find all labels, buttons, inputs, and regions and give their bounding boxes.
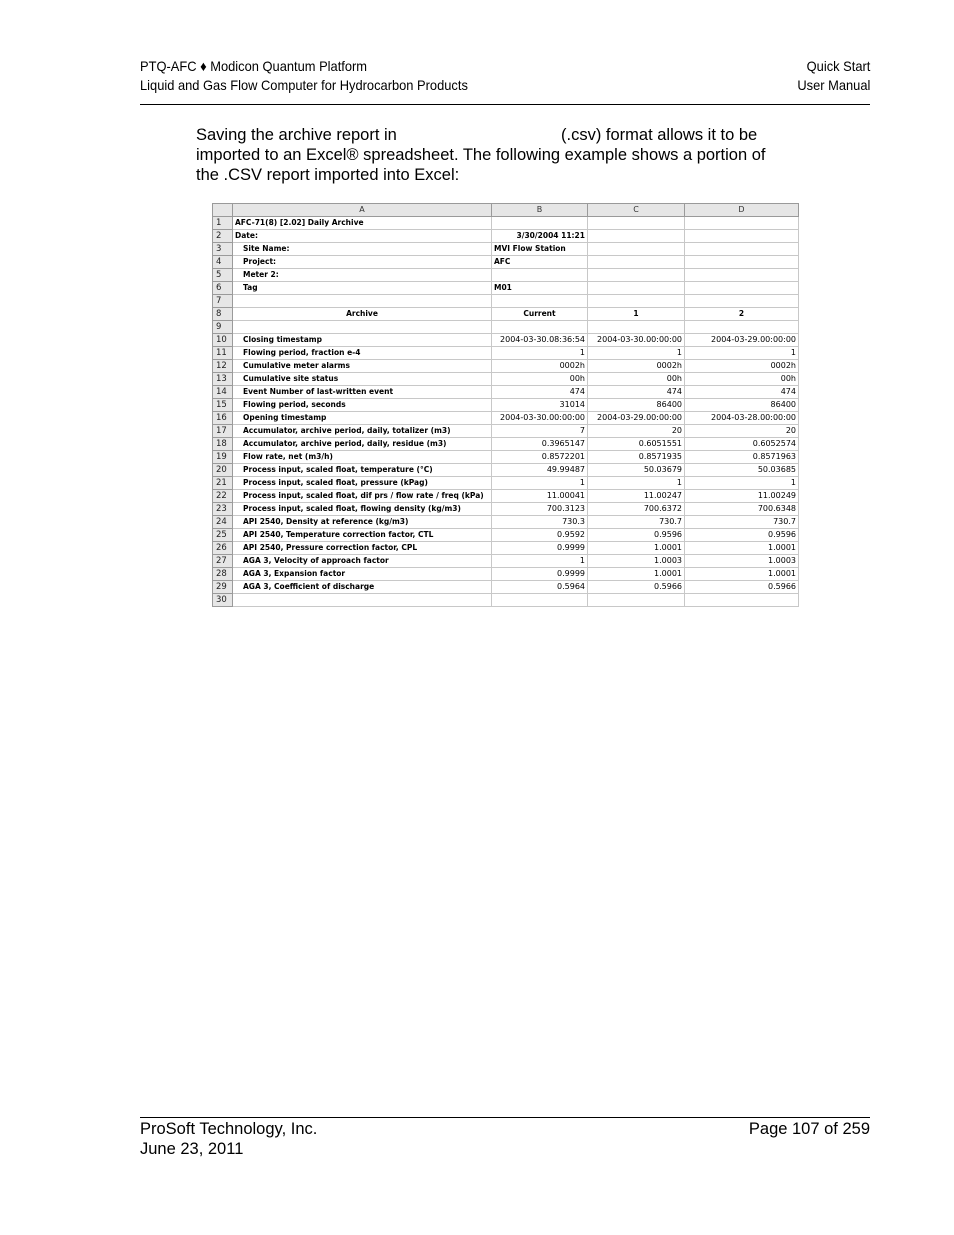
cell-a: Opening timestamp bbox=[233, 412, 492, 425]
cell-b: 1 bbox=[492, 347, 588, 360]
row-number-cell: 2 bbox=[213, 230, 233, 243]
cell-a: Closing timestamp bbox=[233, 334, 492, 347]
cell-c bbox=[588, 295, 685, 308]
header-right bbox=[797, 57, 870, 95]
row-number-cell: 17 bbox=[213, 425, 233, 438]
cell-a bbox=[233, 295, 492, 308]
cell-d: 50.03685 bbox=[685, 464, 799, 477]
cell-d: 2004-03-28.00:00:00 bbox=[685, 412, 799, 425]
intro-line1-start: Saving the archive report in bbox=[196, 126, 397, 144]
row-number-cell: 22 bbox=[213, 490, 233, 503]
cell-b: 1 bbox=[492, 555, 588, 568]
cell-c: 1.0003 bbox=[588, 555, 685, 568]
cell-c: 1.0001 bbox=[588, 568, 685, 581]
cell-d: 0.9596 bbox=[685, 529, 799, 542]
table-row bbox=[213, 581, 799, 594]
cell-d: 700.6348 bbox=[685, 503, 799, 516]
cell-c bbox=[588, 594, 685, 607]
cell-a: AFC-71(8) [2.02] Daily Archive bbox=[233, 217, 492, 230]
cell-b: M01 bbox=[492, 282, 588, 295]
column-header-a: A bbox=[233, 204, 492, 217]
row-number-cell: 21 bbox=[213, 477, 233, 490]
table-row bbox=[213, 516, 799, 529]
excel-screenshot bbox=[212, 203, 798, 607]
cell-b: 0.9592 bbox=[492, 529, 588, 542]
table-row bbox=[213, 334, 799, 347]
cell-a: Flowing period, fraction e-4 bbox=[233, 347, 492, 360]
table-row bbox=[213, 490, 799, 503]
table-row bbox=[213, 360, 799, 373]
cell-a: AGA 3, Coefficient of discharge bbox=[233, 581, 492, 594]
table-row bbox=[213, 399, 799, 412]
cell-b: 2004-03-30.08:36:54 bbox=[492, 334, 588, 347]
cell-d: 86400 bbox=[685, 399, 799, 412]
row-number-cell: 10 bbox=[213, 334, 233, 347]
row-number-cell: 24 bbox=[213, 516, 233, 529]
header-product-subtitle: Liquid and Gas Flow Computer for Hydrocarbon Products bbox=[140, 77, 468, 93]
cell-c: 00h bbox=[588, 373, 685, 386]
cell-d bbox=[685, 282, 799, 295]
cell-a: AGA 3, Velocity of approach factor bbox=[233, 555, 492, 568]
row-number-cell: 30 bbox=[213, 594, 233, 607]
cell-c bbox=[588, 243, 685, 256]
table-row bbox=[213, 256, 799, 269]
row-number-cell: 26 bbox=[213, 542, 233, 555]
row-number-cell: 3 bbox=[213, 243, 233, 256]
cell-d: 00h bbox=[685, 373, 799, 386]
cell-c: 1 bbox=[588, 347, 685, 360]
table-row bbox=[213, 308, 799, 321]
cell-c: 0.8571935 bbox=[588, 451, 685, 464]
cell-b: 0.3965147 bbox=[492, 438, 588, 451]
cell-d bbox=[685, 217, 799, 230]
cell-d: 0.6052574 bbox=[685, 438, 799, 451]
table-row bbox=[213, 412, 799, 425]
footer-divider bbox=[140, 1117, 870, 1118]
table-row bbox=[213, 282, 799, 295]
cell-d: 0.5966 bbox=[685, 581, 799, 594]
cell-a: Site Name: bbox=[233, 243, 492, 256]
intro-line3: the .CSV report imported into Excel: bbox=[196, 166, 460, 184]
header-product-title: PTQ-AFC ♦ Modicon Quantum Platform bbox=[140, 58, 368, 74]
table-row bbox=[213, 503, 799, 516]
cell-a: Event Number of last-written event bbox=[233, 386, 492, 399]
row-number-cell: 9 bbox=[213, 321, 233, 334]
cell-d bbox=[685, 256, 799, 269]
cell-d: 1 bbox=[685, 347, 799, 360]
cell-d bbox=[685, 230, 799, 243]
cell-c: 1 bbox=[588, 477, 685, 490]
cell-b: 0.9999 bbox=[492, 568, 588, 581]
table-row bbox=[213, 230, 799, 243]
cell-a: API 2540, Pressure correction factor, CPL bbox=[233, 542, 492, 555]
table-row bbox=[213, 321, 799, 334]
table-row bbox=[213, 425, 799, 438]
cell-b: 49.99487 bbox=[492, 464, 588, 477]
cell-a bbox=[233, 594, 492, 607]
cell-c: 86400 bbox=[588, 399, 685, 412]
cell-a: API 2540, Density at reference (kg/m3) bbox=[233, 516, 492, 529]
cell-a bbox=[233, 321, 492, 334]
row-number-cell: 15 bbox=[213, 399, 233, 412]
cell-d: 2 bbox=[685, 308, 799, 321]
cell-a: Accumulator, archive period, daily, totalizer (m3) bbox=[233, 425, 492, 438]
cell-a: Process input, scaled float, dif prs / flow rate / freq (kPa) bbox=[233, 490, 492, 503]
cell-b bbox=[492, 269, 588, 282]
cell-c bbox=[588, 282, 685, 295]
cell-c: 2004-03-29.00:00:00 bbox=[588, 412, 685, 425]
header-divider bbox=[140, 104, 870, 105]
cell-c bbox=[588, 269, 685, 282]
cell-b bbox=[492, 295, 588, 308]
table-row bbox=[213, 373, 799, 386]
row-number-cell: 28 bbox=[213, 568, 233, 581]
row-number-cell: 13 bbox=[213, 373, 233, 386]
cell-a: Process input, scaled float, pressure (kPag) bbox=[233, 477, 492, 490]
cell-b: 700.3123 bbox=[492, 503, 588, 516]
cell-a: Process input, scaled float, temperature (°C) bbox=[233, 464, 492, 477]
row-number-cell: 20 bbox=[213, 464, 233, 477]
column-header-d: D bbox=[685, 204, 799, 217]
cell-b: 1 bbox=[492, 477, 588, 490]
cell-c: 50.03679 bbox=[588, 464, 685, 477]
cell-c: 20 bbox=[588, 425, 685, 438]
cell-d: 1 bbox=[685, 477, 799, 490]
table-row bbox=[213, 438, 799, 451]
cell-b: 0002h bbox=[492, 360, 588, 373]
row-number-cell: 1 bbox=[213, 217, 233, 230]
cell-d bbox=[685, 594, 799, 607]
row-number-cell: 5 bbox=[213, 269, 233, 282]
cell-b: 2004-03-30.00:00:00 bbox=[492, 412, 588, 425]
cell-b: 00h bbox=[492, 373, 588, 386]
table-row bbox=[213, 555, 799, 568]
cell-b bbox=[492, 321, 588, 334]
cell-a: Project: bbox=[233, 256, 492, 269]
cell-b: 730.3 bbox=[492, 516, 588, 529]
cell-a: Process input, scaled float, flowing density (kg/m3) bbox=[233, 503, 492, 516]
cell-a: Accumulator, archive period, daily, residue (m3) bbox=[233, 438, 492, 451]
cell-c: 1.0001 bbox=[588, 542, 685, 555]
cell-c bbox=[588, 256, 685, 269]
row-number-cell: 29 bbox=[213, 581, 233, 594]
column-header-b: B bbox=[492, 204, 588, 217]
table-row bbox=[213, 347, 799, 360]
table-row bbox=[213, 386, 799, 399]
cell-a: Archive bbox=[233, 308, 492, 321]
table-row bbox=[213, 529, 799, 542]
cell-d: 1.0001 bbox=[685, 542, 799, 555]
corner-cell bbox=[213, 204, 233, 217]
cell-a: API 2540, Temperature correction factor, CTL bbox=[233, 529, 492, 542]
cell-b: 11.00041 bbox=[492, 490, 588, 503]
cell-b: 31014 bbox=[492, 399, 588, 412]
table-row bbox=[213, 594, 799, 607]
row-number-cell: 11 bbox=[213, 347, 233, 360]
cell-a: Tag bbox=[233, 282, 492, 295]
footer-right bbox=[749, 1120, 870, 1140]
cell-c: 0.5966 bbox=[588, 581, 685, 594]
header-section-title: Quick Start bbox=[806, 58, 870, 74]
row-number-cell: 7 bbox=[213, 295, 233, 308]
cell-d bbox=[685, 321, 799, 334]
cell-b: 7 bbox=[492, 425, 588, 438]
cell-c: 0.6051551 bbox=[588, 438, 685, 451]
cell-c: 0.9596 bbox=[588, 529, 685, 542]
table-row bbox=[213, 217, 799, 230]
footer-date: June 23, 2011 bbox=[140, 1139, 244, 1158]
row-number-cell: 25 bbox=[213, 529, 233, 542]
cell-c: 0002h bbox=[588, 360, 685, 373]
footer-page-number: Page 107 of 259 bbox=[748, 1120, 870, 1138]
table-row bbox=[213, 269, 799, 282]
table-row bbox=[213, 295, 799, 308]
cell-c: 2004-03-30.00:00:00 bbox=[588, 334, 685, 347]
cell-c bbox=[588, 217, 685, 230]
column-header-c: C bbox=[588, 204, 685, 217]
row-number-cell: 18 bbox=[213, 438, 233, 451]
row-number-cell: 12 bbox=[213, 360, 233, 373]
cell-b: 0.9999 bbox=[492, 542, 588, 555]
cell-d: 11.00249 bbox=[685, 490, 799, 503]
column-header-row bbox=[213, 204, 799, 217]
cell-a: Cumulative site status bbox=[233, 373, 492, 386]
table-row bbox=[213, 243, 799, 256]
cell-d bbox=[685, 243, 799, 256]
cell-a: Meter 2: bbox=[233, 269, 492, 282]
cell-b: MVI Flow Station bbox=[492, 243, 588, 256]
row-number-cell: 4 bbox=[213, 256, 233, 269]
cell-d: 2004-03-29.00:00:00 bbox=[685, 334, 799, 347]
cell-a: Flowing period, seconds bbox=[233, 399, 492, 412]
cell-b: Current bbox=[492, 308, 588, 321]
header-manual-name: User Manual bbox=[796, 77, 870, 93]
cell-a: AGA 3, Expansion factor bbox=[233, 568, 492, 581]
footer-company: ProSoft Technology, Inc. bbox=[140, 1120, 318, 1138]
cell-b: 474 bbox=[492, 386, 588, 399]
cell-b bbox=[492, 594, 588, 607]
cell-a: Cumulative meter alarms bbox=[233, 360, 492, 373]
cell-c: 730.7 bbox=[588, 516, 685, 529]
cell-c bbox=[588, 230, 685, 243]
cell-a: Date: bbox=[233, 230, 492, 243]
cell-c: 1 bbox=[588, 308, 685, 321]
intro-line1-end: (.csv) format allows it to be bbox=[561, 126, 758, 144]
cell-d: 0.8571963 bbox=[685, 451, 799, 464]
cell-a: Flow rate, net (m3/h) bbox=[233, 451, 492, 464]
cell-c: 11.00247 bbox=[588, 490, 685, 503]
row-number-cell: 14 bbox=[213, 386, 233, 399]
row-number-cell: 23 bbox=[213, 503, 233, 516]
row-number-cell: 8 bbox=[213, 308, 233, 321]
row-number-cell: 6 bbox=[213, 282, 233, 295]
footer-left bbox=[140, 1120, 317, 1159]
cell-b: 3/30/2004 11:21 bbox=[492, 230, 588, 243]
cell-d: 1.0001 bbox=[685, 568, 799, 581]
cell-d: 0002h bbox=[685, 360, 799, 373]
cell-c: 700.6372 bbox=[588, 503, 685, 516]
cell-b: 0.5964 bbox=[492, 581, 588, 594]
row-number-cell: 19 bbox=[213, 451, 233, 464]
spreadsheet-table bbox=[212, 203, 799, 607]
header-left bbox=[140, 57, 468, 95]
cell-d: 730.7 bbox=[685, 516, 799, 529]
row-number-cell: 16 bbox=[213, 412, 233, 425]
cell-b: 0.8572201 bbox=[492, 451, 588, 464]
cell-b bbox=[492, 217, 588, 230]
cell-d: 1.0003 bbox=[685, 555, 799, 568]
cell-d bbox=[685, 269, 799, 282]
cell-b: AFC bbox=[492, 256, 588, 269]
table-row bbox=[213, 451, 799, 464]
table-row bbox=[213, 464, 799, 477]
cell-d: 474 bbox=[685, 386, 799, 399]
spreadsheet-body bbox=[213, 217, 799, 607]
row-number-cell: 27 bbox=[213, 555, 233, 568]
cell-c: 474 bbox=[588, 386, 685, 399]
cell-d: 20 bbox=[685, 425, 799, 438]
table-row bbox=[213, 477, 799, 490]
cell-c bbox=[588, 321, 685, 334]
intro-line2: imported to an Excel® spreadsheet. The following example shows a portion of bbox=[196, 146, 766, 164]
table-row bbox=[213, 542, 799, 555]
table-row bbox=[213, 568, 799, 581]
cell-d bbox=[685, 295, 799, 308]
